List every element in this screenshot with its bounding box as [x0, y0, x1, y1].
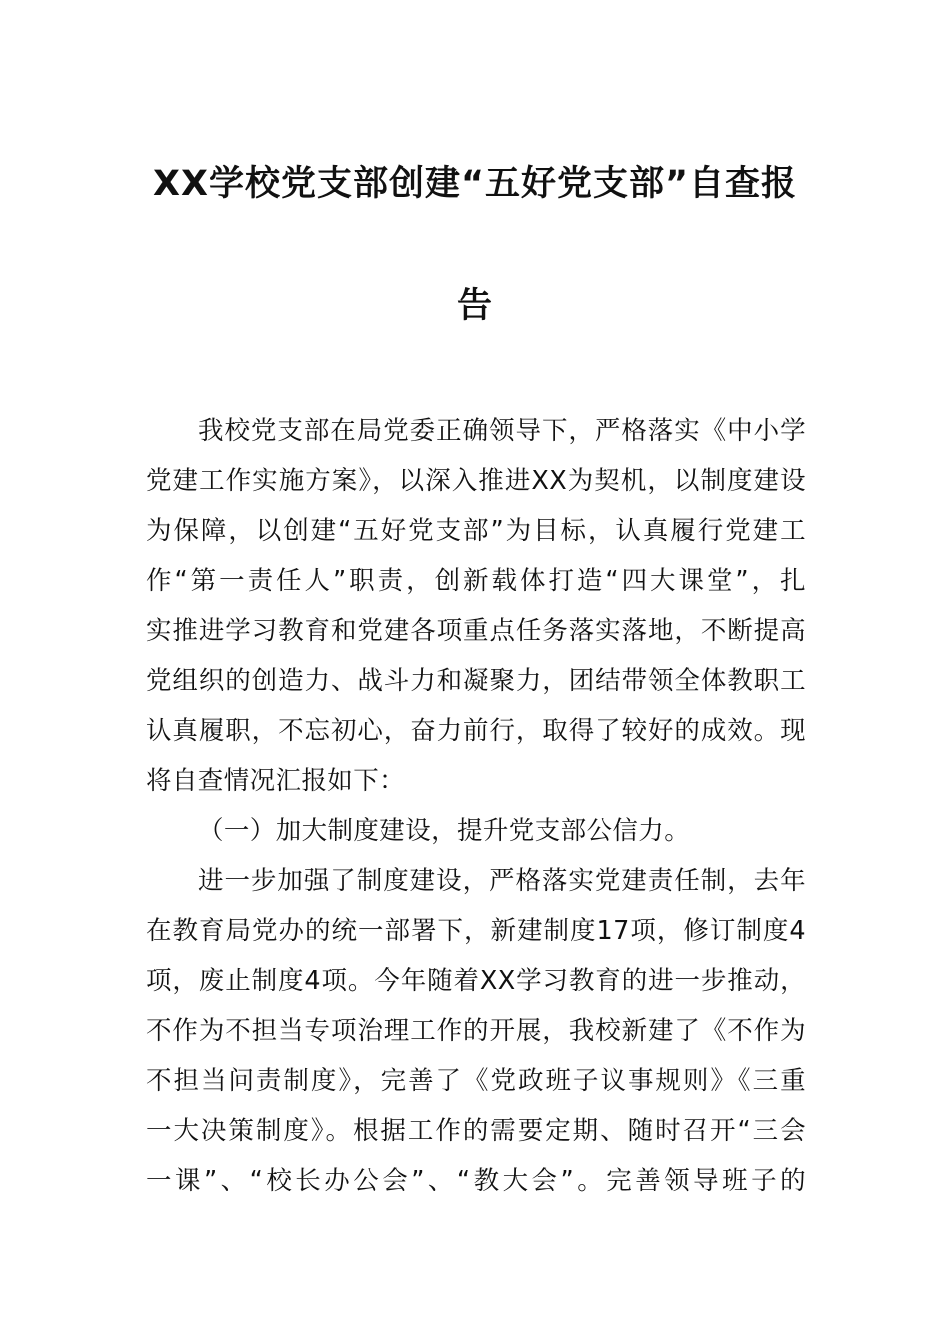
paragraph-1-line: 党建工作实施方案》，以深入推进XX为契机，以制度建设 — [146, 466, 806, 496]
paragraph-1-line: 我校党支部在局党委正确领导下，严格落实《中小学 — [198, 416, 806, 446]
paragraph-2-line: 在教育局党办的统一部署下，新建制度17项，修订制度4 — [146, 916, 806, 946]
paragraph-2-line: 一大决策制度》。根据工作的需要定期、随时召开“三会 — [146, 1116, 806, 1146]
document-title-line-1: XX学校党支部创建“五好党支部”自查报 — [153, 164, 797, 204]
paragraph-1-line: 作“第一责任人”职责，创新载体打造“四大课堂”，扎 — [146, 566, 806, 596]
paragraph-1-line: 认真履职，不忘初心，奋力前行，取得了较好的成效。现 — [146, 716, 806, 746]
paragraph-2-line: 进一步加强了制度建设，严格落实党建责任制，去年 — [198, 866, 806, 896]
paragraph-2-line: 一课”、“校长办公会”、“教大会”。完善领导班子的 — [146, 1166, 806, 1196]
paragraph-1-line: 将自查情况汇报如下： — [146, 766, 406, 796]
paragraph-2-line: 不作为不担当专项治理工作的开展，我校新建了《不作为 — [146, 1016, 806, 1046]
section-1-heading: （一）加大制度建设，提升党支部公信力。 — [198, 816, 691, 846]
document-title-line-2: 告 — [456, 286, 493, 326]
paragraph-1-line: 党组织的创造力、战斗力和凝聚力，团结带领全体教职工 — [146, 666, 806, 696]
document-body — [146, 406, 806, 1206]
paragraph-1-line: 实推进学习教育和党建各项重点任务落实落地，不断提高 — [146, 616, 806, 646]
paragraph-1-line: 为保障，以创建“五好党支部”为目标，认真履行党建工 — [146, 516, 806, 546]
paragraph-2-line: 不担当问责制度》，完善了《党政班子议事规则》《三重 — [146, 1066, 806, 1096]
paragraph-2-line: 项，废止制度4项。今年随着XX学习教育的进一步推动， — [146, 966, 806, 996]
